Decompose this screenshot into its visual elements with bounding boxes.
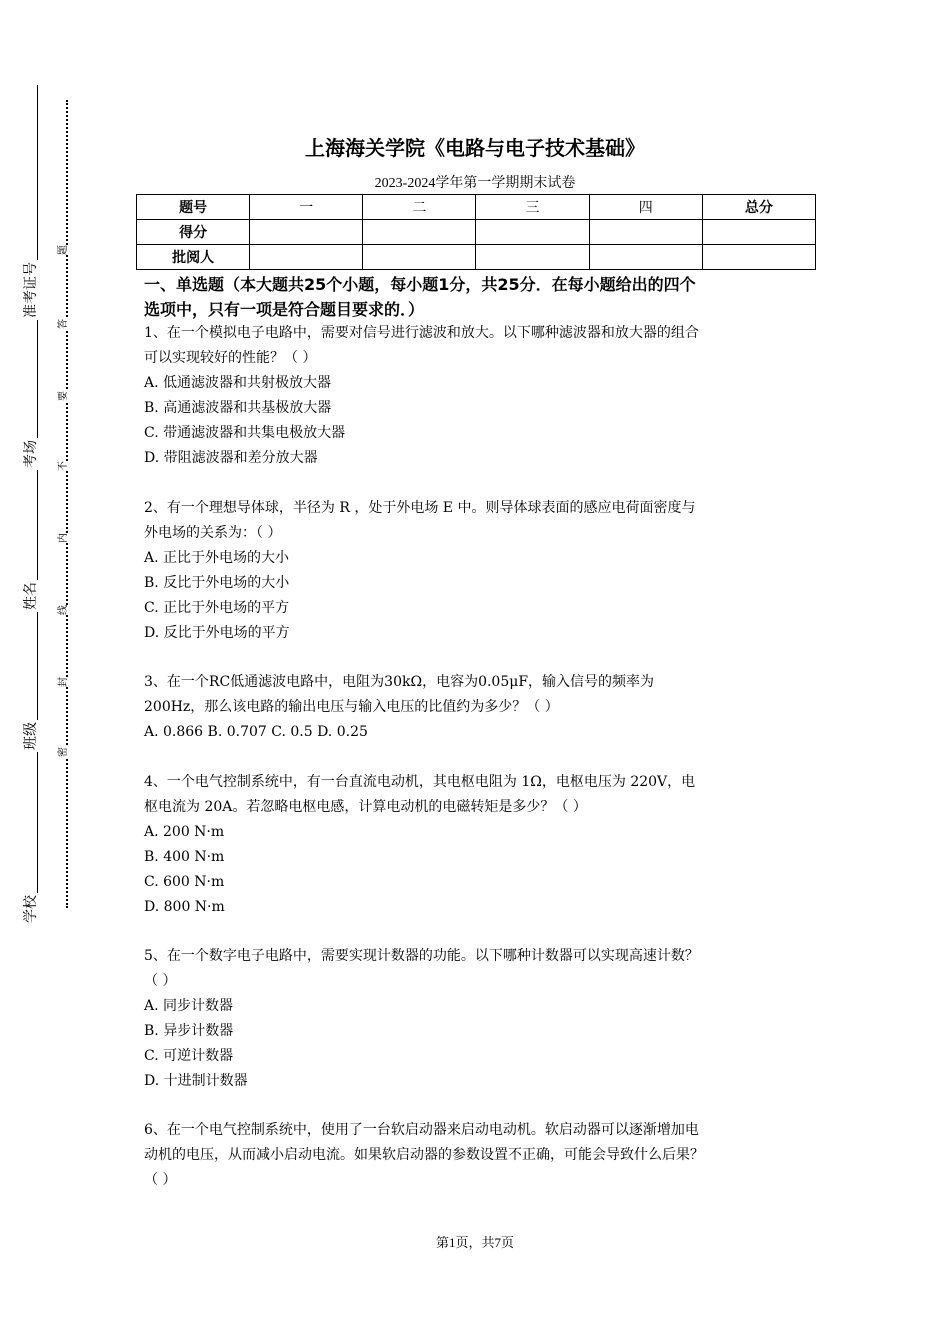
question-5-option-c: C. 可逆计数器	[144, 1048, 234, 1064]
question-4-stem: 枢电流为 20A。若忽略电枢电感，计算电动机的电磁转矩是多少？（ ）	[144, 799, 587, 815]
score-table-header-cell: 二	[363, 195, 476, 220]
page-footer: 第1页，共7页	[435, 1235, 514, 1250]
page-subtitle: 2023-2024学年第一学期期末试卷	[374, 176, 576, 191]
question-1-option-d: D. 带阻滤波器和差分放大器	[144, 450, 318, 466]
score-table-header-cell: 一	[250, 195, 363, 220]
question-1-stem: 1、在一个模拟电子电路中，需要对信号进行滤波和放大。以下哪种滤波器和放大器的组合	[144, 325, 699, 341]
section-heading-line: 一、单选题（本大题共25个小题，每小题1分，共25分．在每小题给出的四个	[144, 275, 696, 294]
seal-char: 题	[58, 245, 69, 255]
score-table-header-cell: 总分	[702, 195, 815, 220]
question-2-option-d: D. 反比于外电场的平方	[144, 625, 290, 641]
seal-char: 答	[58, 319, 69, 329]
question-2-option-a: A. 正比于外电场的大小	[144, 550, 290, 566]
score-cell[interactable]	[702, 220, 815, 245]
score-table-header-cell: 题号	[137, 195, 250, 220]
question-1-option-a: A. 低通滤波器和共射极放大器	[144, 375, 332, 391]
question-2-option-b: B. 反比于外电场的大小	[144, 575, 290, 591]
question-2-stem: 2、有一个理想导体球，半径为 R ，处于外电场 E 中。则导体球表面的感应电荷面密度与	[144, 500, 696, 516]
reviewer-cell[interactable]	[476, 245, 589, 270]
score-table-row	[137, 245, 816, 270]
question-5-option-a: A. 同步计数器	[144, 998, 234, 1014]
field-exam-number-label: 准考证号	[20, 260, 40, 320]
question-6-stem: 6、在一个电气控制系统中，使用了一台软启动器来启动电动机。软启动器可以逐渐增加电	[144, 1122, 699, 1138]
question-1-option-b: B. 高通滤波器和共基极放大器	[144, 400, 332, 416]
seal-char: 密	[58, 747, 69, 757]
question-6-stem: 动机的电压，从而减小启动电流。如果软启动器的参数设置不正确，可能会导致什么后果？	[144, 1147, 704, 1163]
score-cell[interactable]	[476, 220, 589, 245]
field-school-label: 学校	[20, 893, 40, 925]
question-2-option-c: C. 正比于外电场的平方	[144, 600, 290, 616]
score-table-header-cell: 三	[476, 195, 589, 220]
question-5-option-b: B. 异步计数器	[144, 1023, 234, 1039]
binding-solid-line	[37, 85, 38, 915]
reviewer-cell[interactable]	[250, 245, 363, 270]
seal-char: 线	[58, 605, 69, 615]
question-6-stem: （ ）	[144, 1172, 177, 1188]
question-4-option-a: A. 200 N·m	[144, 824, 225, 840]
section-heading-line: 选项中，只有一项是符合题目要求的．）	[144, 300, 425, 319]
question-1-option-c: C. 带通滤波器和共集电极放大器	[144, 425, 346, 441]
question-3-stem: 200Hz，那么该电路的输出电压与输入电压的比值约为多少？（ ）	[144, 699, 559, 715]
question-5-option-d: D. 十进制计数器	[144, 1073, 248, 1089]
seal-char: 封	[58, 677, 69, 687]
score-cell[interactable]	[363, 220, 476, 245]
score-table-row	[137, 220, 816, 245]
question-2-stem: 外电场的关系为：（ ）	[144, 525, 282, 541]
question-4-option-c: C. 600 N·m	[144, 874, 225, 890]
binding-margin	[0, 0, 95, 1344]
section-heading	[144, 272, 816, 322]
score-table-header-cell: 四	[589, 195, 702, 220]
reviewer-cell[interactable]	[589, 245, 702, 270]
question-3-stem: 3、在一个RC低通滤波电路中，电阻为30kΩ，电容为0.05μF，输入信号的频率为	[144, 674, 655, 690]
reviewer-row-label: 批阅人	[137, 245, 250, 270]
reviewer-cell[interactable]	[702, 245, 815, 270]
score-table	[136, 194, 816, 270]
question-1-stem: 可以实现较好的性能？（ ）	[144, 350, 317, 366]
binding-dotted-line	[66, 100, 68, 908]
question-5-stem: 5、在一个数字电子电路中，需要实现计数器的功能。以下哪种计数器可以实现高速计数？	[144, 948, 699, 964]
page-title: 上海海关学院《电路与电子技术基础》	[305, 136, 645, 160]
question-3-options: A. 0.866 B. 0.707 C. 0.5 D. 0.25	[144, 724, 368, 740]
score-cell[interactable]	[250, 220, 363, 245]
field-name-label: 姓名	[20, 580, 40, 612]
question-5-stem: （ ）	[144, 973, 177, 989]
question-4-stem: 4、一个电气控制系统中，有一台直流电动机，其电枢电阻为 1Ω，电枢电压为 220V，电	[144, 774, 696, 790]
seal-char: 内	[58, 533, 69, 543]
field-class-label: 班级	[20, 720, 40, 752]
question-4-option-b: B. 400 N·m	[144, 849, 225, 865]
seal-char: 不	[58, 461, 69, 471]
reviewer-cell[interactable]	[363, 245, 476, 270]
seal-char: 要	[58, 391, 69, 401]
field-exam-room-label: 考场	[20, 438, 40, 470]
question-4-option-d: D. 800 N·m	[144, 899, 225, 915]
score-cell[interactable]	[589, 220, 702, 245]
score-table-header-row	[137, 195, 816, 220]
score-row-label: 得分	[137, 220, 250, 245]
